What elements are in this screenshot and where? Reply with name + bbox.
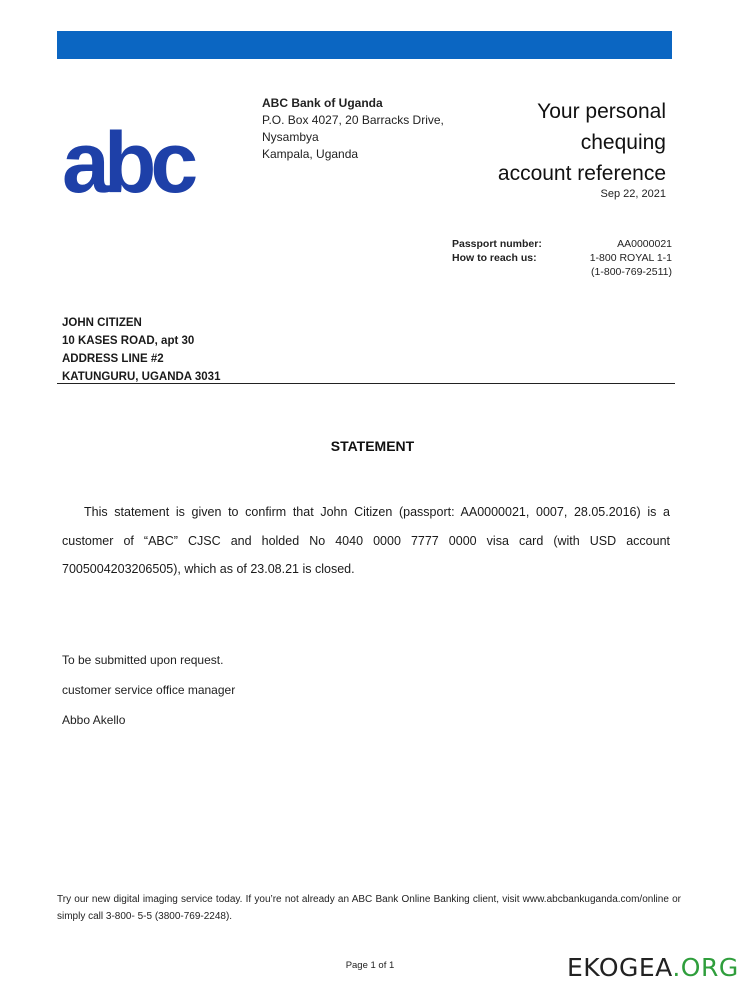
recipient-address bbox=[62, 314, 220, 386]
reach-phone: 1-800 ROYAL 1-1 bbox=[589, 252, 672, 264]
divider-line bbox=[57, 383, 675, 384]
watermark-part1: EKOGEA bbox=[567, 953, 673, 982]
passport-label: Passport number: bbox=[452, 238, 542, 250]
bank-address bbox=[262, 95, 444, 163]
reach-values bbox=[590, 251, 672, 279]
reach-row bbox=[452, 251, 672, 279]
recipient-address-line: ADDRESS LINE #2 bbox=[62, 353, 164, 365]
signatory-name: Abbo Akello bbox=[62, 713, 126, 727]
reach-phone-numeric: (1-800-769-2511) bbox=[591, 266, 672, 278]
reach-label: How to reach us: bbox=[452, 252, 537, 264]
signatory-title: customer service office manager bbox=[62, 683, 236, 697]
document-title bbox=[498, 96, 666, 189]
page-number: Page 1 of 1 bbox=[345, 960, 395, 971]
bank-address-line: Kampala, Uganda bbox=[262, 147, 359, 161]
closing-note: To be submitted upon request. bbox=[62, 653, 224, 667]
document-date: Sep 22, 2021 bbox=[600, 188, 666, 200]
document-title-line: chequing bbox=[580, 131, 666, 154]
passport-value: AA0000021 bbox=[617, 238, 672, 250]
recipient-name: JOHN CITIZEN bbox=[62, 317, 142, 329]
document-title-line: account reference bbox=[497, 162, 666, 185]
bank-logo bbox=[62, 92, 193, 211]
document-title-line: Your personal bbox=[537, 100, 666, 123]
bank-address-line: Nysambya bbox=[262, 130, 319, 144]
watermark-part2: .ORG bbox=[672, 953, 739, 982]
watermark bbox=[567, 953, 739, 982]
logo-text: abc bbox=[62, 115, 193, 211]
closing-block bbox=[62, 645, 235, 735]
recipient-address-line: KATUNGURU, UGANDA 3031 bbox=[62, 371, 221, 383]
recipient-address-line: 10 KASES ROAD, apt 30 bbox=[62, 335, 195, 347]
passport-row bbox=[452, 237, 672, 251]
contact-info bbox=[452, 237, 672, 279]
statement-title: STATEMENT bbox=[330, 438, 415, 454]
bank-name: ABC Bank of Uganda bbox=[262, 96, 383, 110]
bank-address-line: P.O. Box 4027, 20 Barracks Drive, bbox=[262, 113, 444, 127]
footer-note: Try our new digital imaging service today. If you’re not already an ABC Bank Online Banking client, visit www.abcbankuganda.com/online or simply call 3-800- 5-5 (3800-769-2248). bbox=[57, 894, 681, 922]
header-color-bar bbox=[57, 31, 672, 59]
statement-body: This statement is given to confirm that John Citizen (passport: AA0000021, 0007, 28.05.2016) is a customer of “ABC” CJSC and holded No 4040 0000 7777 0000 visa card (with USD account 7005004203206505), which as of 23.08.21 is closed. bbox=[62, 505, 670, 576]
